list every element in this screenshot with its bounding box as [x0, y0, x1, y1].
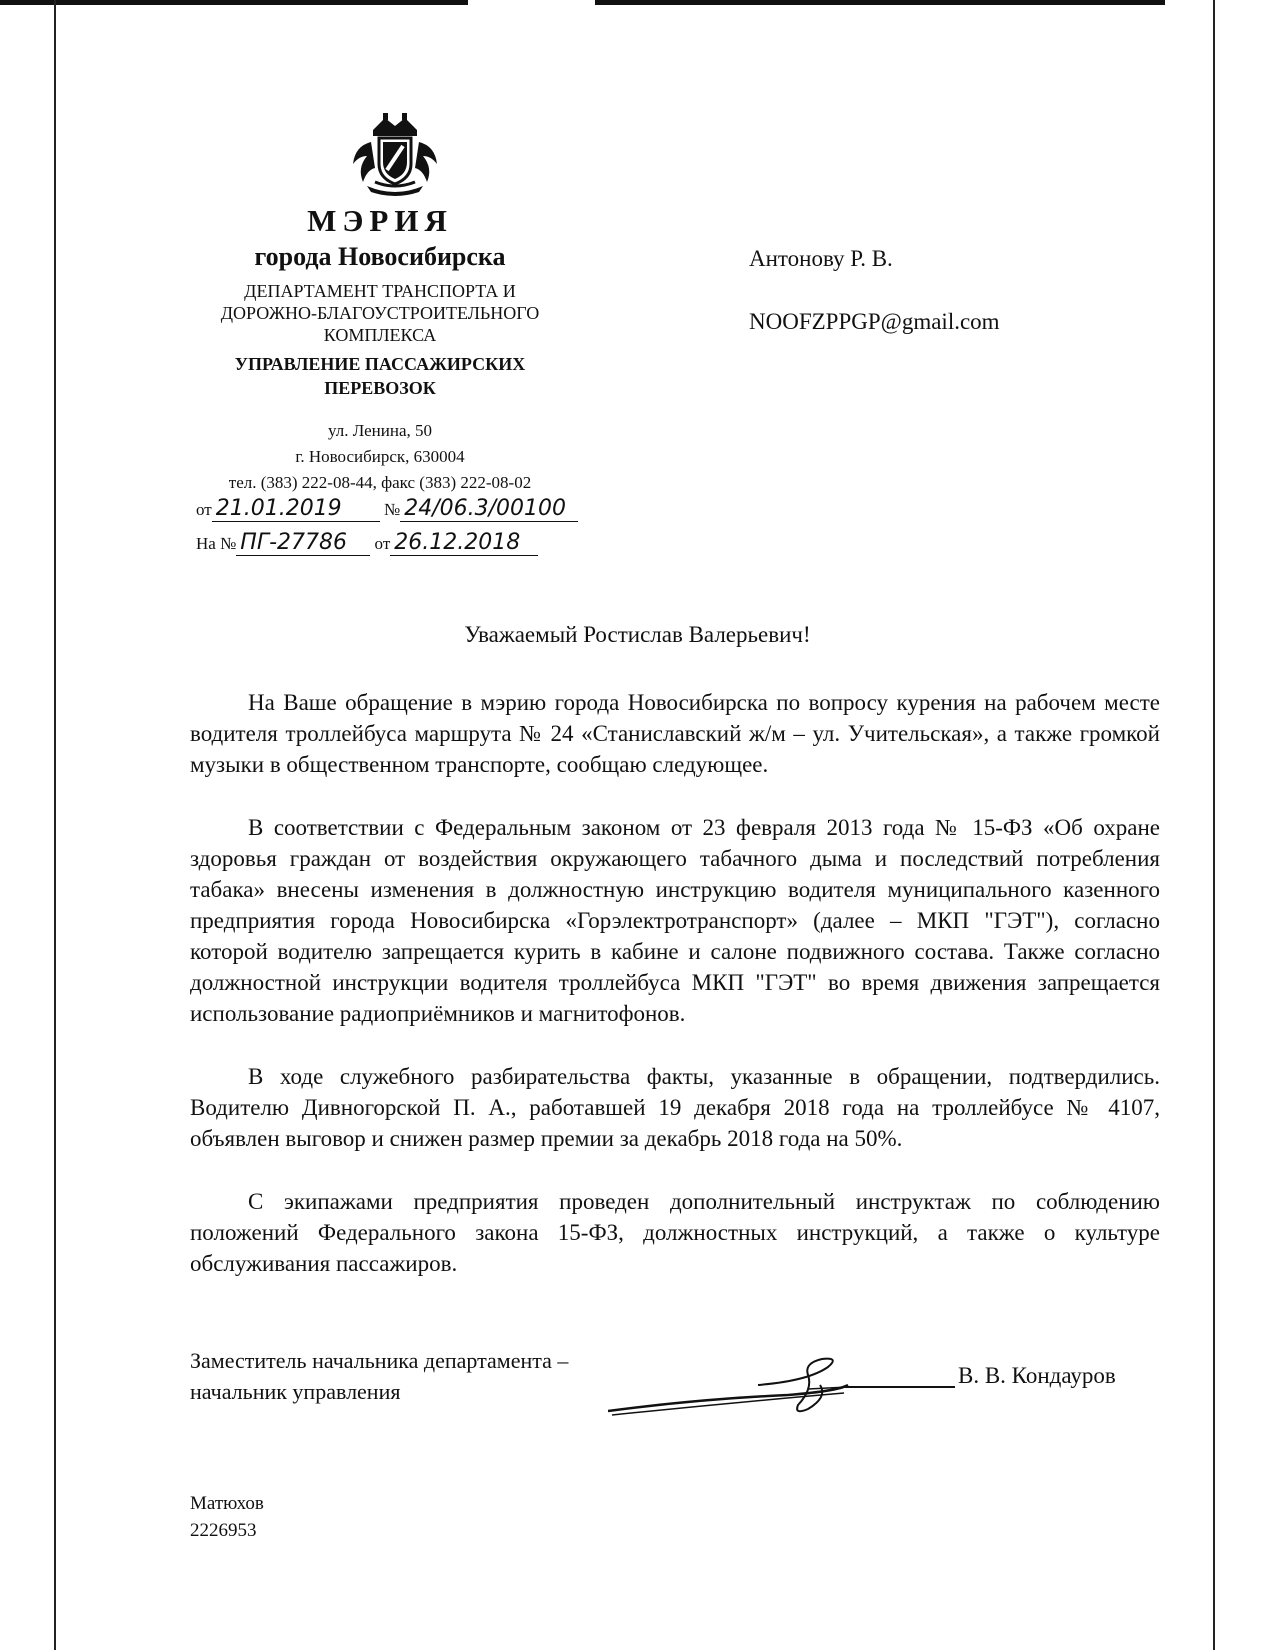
executor-name: Матюхов — [190, 1493, 264, 1514]
letter-paragraph — [190, 687, 1160, 780]
paragraph-text: На Ваше обращение в мэрию города Новосибирска по вопросу курения на рабочем месте водителя троллейбуса маршрута № 24 «Станиславский ж/м – ул. Учительская», а также громкой музыки в общественном транспорте, сообщаю следующее. — [190, 690, 1160, 777]
signatory-position — [190, 1345, 568, 1407]
org-title: МЭРИЯ — [307, 203, 453, 238]
reply-date: 26.12.2018 — [390, 531, 538, 556]
executor-info — [190, 1490, 264, 1544]
paragraph-text: С экипажами предприятия проведен дополнительный инструктаж по соблюдению положений Федерального закона 15-ФЗ, должностных инструкций, а также о культуре обслуживания пассажиров. — [190, 1189, 1160, 1276]
scan-edge-top-left — [0, 0, 468, 5]
org-city: города Новосибирска — [254, 242, 506, 271]
executor-phone: 2226953 — [190, 1520, 257, 1541]
outgoing-number: 24/06.3/00100 — [400, 497, 578, 522]
letter-paragraph — [190, 1061, 1160, 1154]
scan-edge-top-right — [595, 0, 1165, 5]
administration-line: УПРАВЛЕНИЕ ПАССАЖИРСКИХ — [234, 354, 526, 374]
letter-paragraph — [190, 812, 1160, 1029]
signature-line — [845, 1386, 955, 1388]
recipient-name: Антонову Р. В. — [749, 246, 893, 271]
position-line: начальник управления — [190, 1379, 401, 1404]
department-line: КОМПЛЕКСА — [323, 325, 437, 345]
department-line: ДОРОЖНО-БЛАГОУСТРОИТЕЛЬНОГО — [220, 303, 540, 323]
registration-outgoing — [196, 497, 578, 522]
paragraph-text: В соответствии с Федеральным законом от 23 февраля 2013 года № 15-ФЗ «Об охране здоровья граждан от воздействия окружающего табачного дыма и последствий потребления табака» внесены изменения в должностную инструкцию водителя муниципального казенного предприятия города Новосибирска «Горэлектротранспорт» (далее – МКП "ГЭТ"), согласно которой водителю запрещается курить в кабине и салоне подвижного состава. Также согласно должностной инструкции водителя троллейбуса МКП "ГЭТ" во время движения запрещается использование радиоприёмников и магнитофонов. — [190, 815, 1160, 1026]
letter-paragraph — [190, 1186, 1160, 1279]
address-street: ул. Ленина, 50 — [327, 421, 433, 440]
paragraph-text: В ходе служебного разбирательства факты, указанные в обращении, подтвердились. Водителю Дивногорской П. А., работавшей 19 декабря 2018 года на троллейбусе № 4107, объявлен выговор и снижен размер премии за декабрь 2018 года на 50%. — [190, 1064, 1160, 1151]
administration-name — [180, 352, 580, 400]
number-label: № — [383, 500, 401, 519]
department-line: ДЕПАРТАМЕНТ ТРАНСПОРТА И — [244, 281, 516, 301]
salutation: Уважаемый Ростислав Валерьевич! — [464, 622, 811, 647]
reply-from-label: от — [374, 534, 391, 553]
outgoing-date: 21.01.2019 — [212, 497, 380, 522]
administration-line: ПЕРЕВОЗОК — [324, 378, 436, 398]
reply-label: На № — [196, 534, 237, 553]
from-label: от — [196, 500, 212, 519]
registration-reply — [196, 531, 538, 556]
scan-edge-left — [54, 0, 56, 1650]
address-city: г. Новосибирск, 630004 — [295, 447, 465, 466]
recipient-email: NOOFZPPGP@gmail.com — [749, 309, 1000, 334]
address-phone: тел. (383) 222-08-44, факс (383) 222-08-02 — [228, 473, 532, 492]
reply-number: ПГ-27786 — [236, 531, 370, 556]
handwritten-signature-icon — [608, 1345, 953, 1425]
signatory-name: В. В. Кондауров — [958, 1363, 1116, 1388]
department-name — [180, 280, 580, 346]
city-coat-of-arms-icon — [345, 112, 445, 196]
scan-edge-right — [1213, 0, 1215, 1650]
org-address — [180, 418, 580, 496]
position-line: Заместитель начальника департамента – — [190, 1348, 569, 1373]
